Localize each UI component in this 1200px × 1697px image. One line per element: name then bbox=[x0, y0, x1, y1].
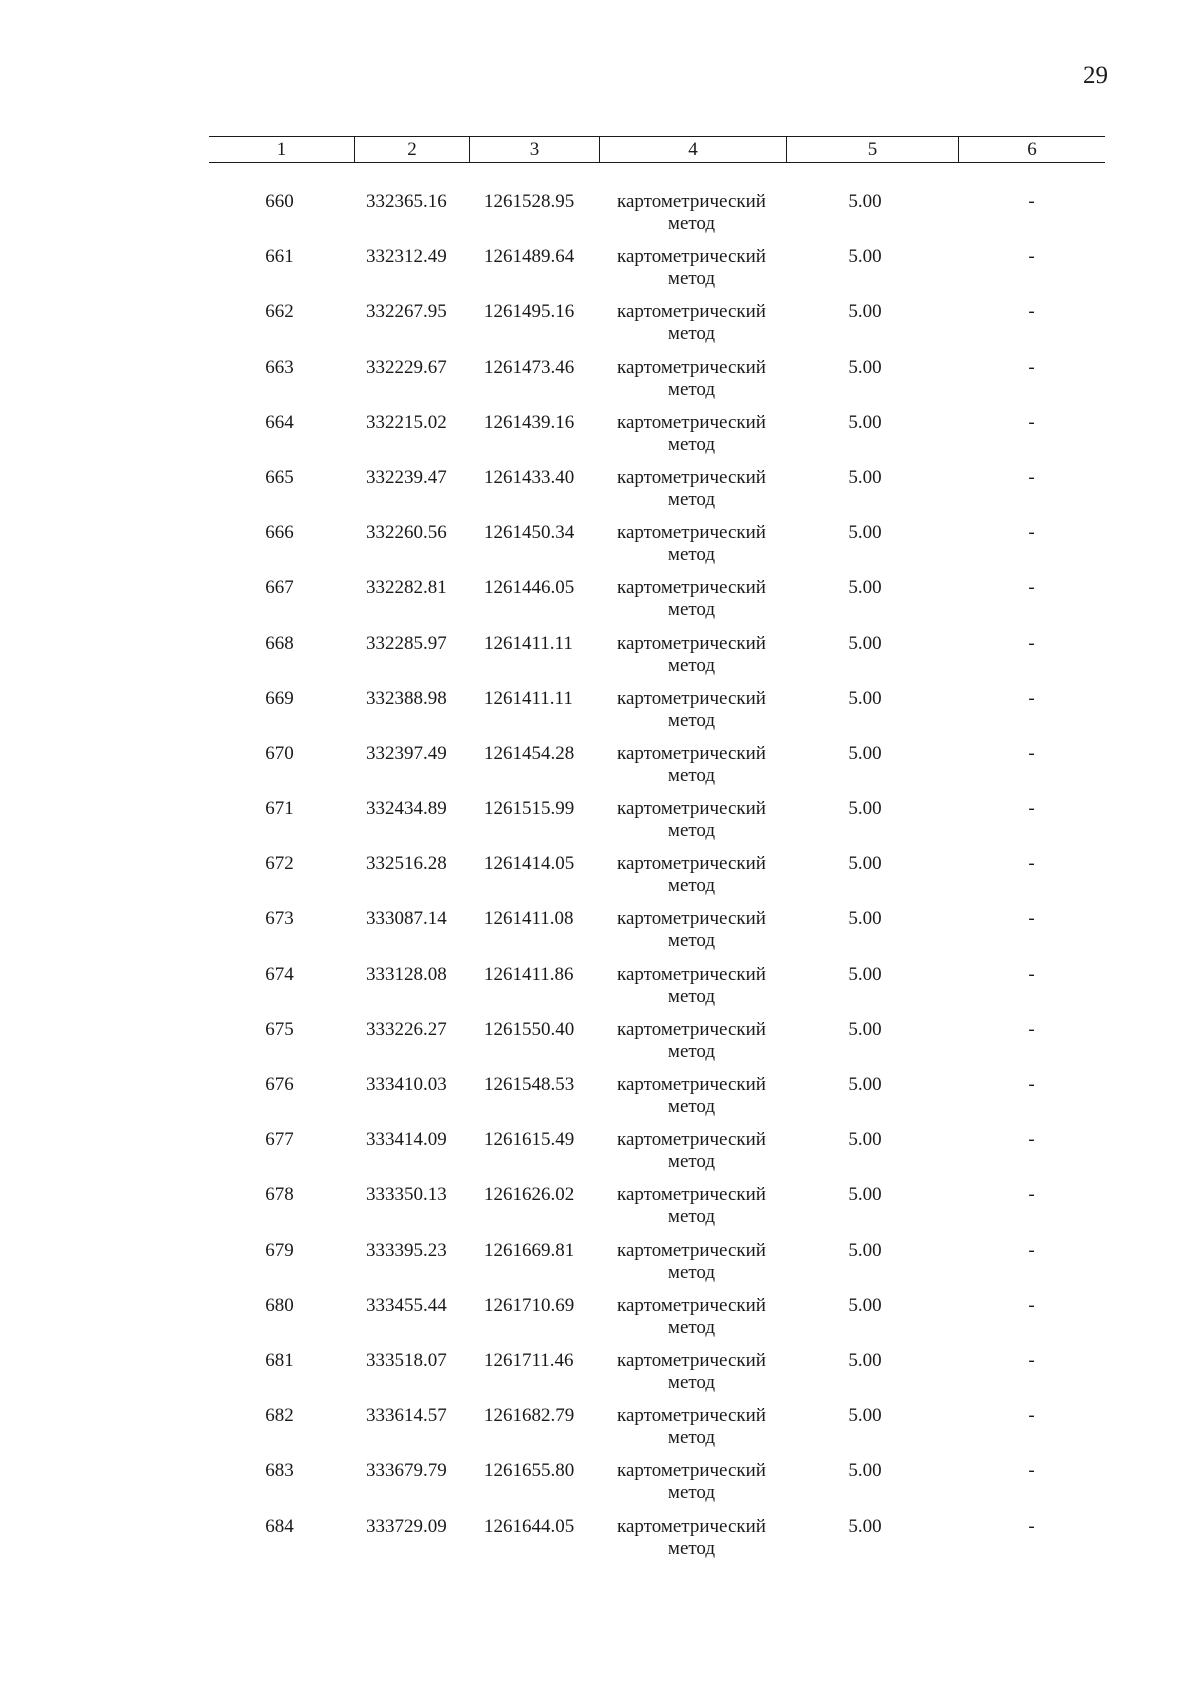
method-cell bbox=[599, 522, 786, 577]
y-coordinate-cell: 1261414.05 bbox=[484, 853, 575, 875]
method-cell bbox=[599, 1516, 786, 1571]
point-number-cell: 672 bbox=[265, 853, 294, 875]
point-number-cell: 662 bbox=[265, 301, 294, 323]
table-row bbox=[209, 1405, 1105, 1460]
method-cell bbox=[599, 853, 786, 908]
method-line-2: метод bbox=[667, 930, 716, 952]
x-coordinate-cell: 333226.27 bbox=[366, 1018, 447, 1040]
method-line-2: метод bbox=[667, 599, 716, 621]
y-coordinate-cell: 1261454.28 bbox=[484, 742, 575, 764]
method-line-2: метод bbox=[667, 875, 716, 897]
point-number-cell: 678 bbox=[265, 1184, 294, 1206]
table-row bbox=[209, 1184, 1105, 1239]
note-cell: - bbox=[1028, 1515, 1035, 1537]
note-cell: - bbox=[1028, 1018, 1035, 1040]
point-number-cell: 674 bbox=[265, 963, 294, 985]
y-coordinate-cell: 1261655.80 bbox=[484, 1460, 575, 1482]
method-cell bbox=[599, 246, 786, 301]
x-coordinate-cell: 332434.89 bbox=[366, 798, 447, 820]
method-cell bbox=[599, 1460, 786, 1515]
column-header-4: 4 bbox=[599, 137, 786, 162]
note-cell: - bbox=[1028, 1294, 1035, 1316]
method-line-2: метод bbox=[667, 764, 716, 786]
x-coordinate-cell: 333350.13 bbox=[366, 1184, 447, 1206]
table-row bbox=[209, 577, 1105, 632]
method-line-2: метод bbox=[667, 378, 716, 400]
note-cell: - bbox=[1028, 632, 1035, 654]
method-line-1: картометрический bbox=[617, 632, 766, 654]
point-number-cell: 677 bbox=[265, 1129, 294, 1151]
method-cell bbox=[599, 301, 786, 356]
method-cell bbox=[599, 1074, 786, 1129]
accuracy-cell: 5.00 bbox=[848, 798, 882, 820]
method-line-1: картометрический bbox=[617, 1129, 766, 1151]
method-cell bbox=[599, 1405, 786, 1460]
method-cell bbox=[599, 191, 786, 246]
column-header-1: 1 bbox=[276, 139, 287, 160]
x-coordinate-cell: 332516.28 bbox=[366, 853, 447, 875]
method-line-1: картометрический bbox=[617, 1460, 766, 1482]
method-line-1: картометрический bbox=[617, 411, 766, 433]
method-line-2: метод bbox=[667, 1537, 716, 1559]
method-line-1: картометрический bbox=[617, 246, 766, 268]
point-number-cell: 682 bbox=[265, 1405, 294, 1427]
point-number-cell: 679 bbox=[265, 1239, 294, 1261]
method-cell bbox=[599, 1350, 786, 1405]
accuracy-cell: 5.00 bbox=[848, 411, 882, 433]
method-cell bbox=[599, 964, 786, 1019]
y-coordinate-cell: 1261710.69 bbox=[484, 1294, 575, 1316]
table-row bbox=[209, 743, 1105, 798]
x-coordinate-cell: 333679.79 bbox=[366, 1460, 447, 1482]
point-number-cell: 666 bbox=[265, 522, 294, 544]
note-cell: - bbox=[1028, 522, 1035, 544]
x-coordinate-cell: 333614.57 bbox=[366, 1405, 447, 1427]
y-coordinate-cell: 1261550.40 bbox=[484, 1018, 575, 1040]
method-line-1: картометрический bbox=[617, 908, 766, 930]
y-coordinate-cell: 1261615.49 bbox=[484, 1129, 575, 1151]
note-cell: - bbox=[1028, 853, 1035, 875]
note-cell: - bbox=[1028, 356, 1035, 378]
method-line-1: картометрический bbox=[617, 466, 766, 488]
method-line-2: метод bbox=[667, 1206, 716, 1228]
note-cell: - bbox=[1028, 1184, 1035, 1206]
y-coordinate-cell: 1261433.40 bbox=[484, 466, 575, 488]
y-coordinate-cell: 1261515.99 bbox=[484, 798, 575, 820]
point-number-cell: 684 bbox=[265, 1515, 294, 1537]
method-line-2: метод bbox=[667, 213, 716, 234]
method-cell bbox=[599, 798, 786, 853]
method-line-1: картометрический bbox=[617, 1515, 766, 1537]
table-row bbox=[209, 964, 1105, 1019]
accuracy-cell: 5.00 bbox=[848, 301, 882, 323]
method-line-1: картометрический bbox=[617, 1074, 766, 1095]
note-cell: - bbox=[1028, 1074, 1035, 1095]
table-row bbox=[209, 853, 1105, 908]
method-line-1: картометрический bbox=[617, 742, 766, 764]
method-line-2: метод bbox=[667, 1261, 716, 1283]
x-coordinate-cell: 333395.23 bbox=[366, 1239, 447, 1261]
method-line-2: метод bbox=[667, 544, 716, 566]
method-cell bbox=[599, 577, 786, 632]
method-line-1: картометрический bbox=[617, 1184, 766, 1206]
point-number-cell: 665 bbox=[265, 466, 294, 488]
note-cell: - bbox=[1028, 1129, 1035, 1151]
method-line-2: метод bbox=[667, 1371, 716, 1393]
point-number-cell: 676 bbox=[265, 1074, 294, 1095]
method-line-1: картометрический bbox=[617, 522, 766, 544]
point-number-cell: 670 bbox=[265, 742, 294, 764]
y-coordinate-cell: 1261411.86 bbox=[484, 963, 574, 985]
method-line-1: картометрический bbox=[617, 1405, 766, 1427]
method-cell bbox=[599, 1184, 786, 1239]
point-number-cell: 675 bbox=[265, 1018, 294, 1040]
point-number-cell: 663 bbox=[265, 356, 294, 378]
method-line-1: картометрический bbox=[617, 356, 766, 378]
note-cell: - bbox=[1028, 1239, 1035, 1261]
y-coordinate-cell: 1261669.81 bbox=[484, 1239, 575, 1261]
x-coordinate-cell: 332312.49 bbox=[366, 246, 447, 268]
page-number: 29 bbox=[1083, 62, 1108, 89]
note-cell: - bbox=[1028, 687, 1035, 709]
point-number-cell: 669 bbox=[265, 687, 294, 709]
accuracy-cell: 5.00 bbox=[848, 1349, 882, 1371]
table-row bbox=[209, 467, 1105, 522]
table-row bbox=[209, 908, 1105, 963]
x-coordinate-cell: 333729.09 bbox=[366, 1515, 447, 1537]
table-row bbox=[209, 246, 1105, 301]
method-line-2: метод bbox=[667, 433, 716, 455]
note-cell: - bbox=[1028, 577, 1035, 599]
method-line-2: метод bbox=[667, 268, 716, 290]
y-coordinate-cell: 1261682.79 bbox=[484, 1405, 575, 1427]
accuracy-cell: 5.00 bbox=[848, 908, 882, 930]
point-number-cell: 660 bbox=[265, 191, 294, 212]
method-line-1: картометрический bbox=[617, 1294, 766, 1316]
note-cell: - bbox=[1028, 466, 1035, 488]
accuracy-cell: 5.00 bbox=[848, 466, 882, 488]
point-number-cell: 668 bbox=[265, 632, 294, 654]
point-number-cell: 683 bbox=[265, 1460, 294, 1482]
x-coordinate-cell: 332285.97 bbox=[366, 632, 447, 654]
note-cell: - bbox=[1028, 411, 1035, 433]
point-number-cell: 661 bbox=[265, 246, 294, 268]
method-line-2: метод bbox=[667, 820, 716, 842]
point-number-cell: 671 bbox=[265, 798, 294, 820]
x-coordinate-cell: 332215.02 bbox=[366, 411, 447, 433]
x-coordinate-cell: 332267.95 bbox=[366, 301, 447, 323]
y-coordinate-cell: 1261411.08 bbox=[484, 908, 574, 930]
method-line-2: метод bbox=[667, 1427, 716, 1449]
table-row bbox=[209, 1516, 1105, 1571]
point-number-cell: 664 bbox=[265, 411, 294, 433]
method-cell bbox=[599, 743, 786, 798]
accuracy-cell: 5.00 bbox=[848, 191, 882, 212]
table-row bbox=[209, 798, 1105, 853]
method-line-2: метод bbox=[667, 709, 716, 731]
y-coordinate-cell: 1261644.05 bbox=[484, 1515, 575, 1537]
accuracy-cell: 5.00 bbox=[848, 522, 882, 544]
method-line-1: картометрический bbox=[617, 577, 766, 599]
y-coordinate-cell: 1261473.46 bbox=[484, 356, 575, 378]
x-coordinate-cell: 332282.81 bbox=[366, 577, 447, 599]
method-cell bbox=[599, 1240, 786, 1295]
table-row bbox=[209, 1295, 1105, 1350]
method-line-1: картометрический bbox=[617, 1239, 766, 1261]
coordinates-table bbox=[209, 136, 1105, 1571]
method-line-2: метод bbox=[667, 488, 716, 510]
note-cell: - bbox=[1028, 742, 1035, 764]
x-coordinate-cell: 333414.09 bbox=[366, 1129, 447, 1151]
accuracy-cell: 5.00 bbox=[848, 742, 882, 764]
table-row bbox=[209, 1074, 1105, 1129]
accuracy-cell: 5.00 bbox=[848, 853, 882, 875]
method-cell bbox=[599, 467, 786, 522]
column-header-3: 3 bbox=[469, 137, 599, 162]
method-cell bbox=[599, 1019, 786, 1074]
method-line-2: метод bbox=[667, 1096, 716, 1117]
x-coordinate-cell: 332397.49 bbox=[366, 742, 447, 764]
method-line-1: картометрический bbox=[617, 963, 766, 985]
method-line-2: метод bbox=[667, 1482, 716, 1504]
table-row bbox=[209, 633, 1105, 688]
accuracy-cell: 5.00 bbox=[848, 1405, 882, 1427]
table-row bbox=[209, 412, 1105, 467]
y-coordinate-cell: 1261411.11 bbox=[484, 632, 573, 654]
method-cell bbox=[599, 1295, 786, 1350]
method-cell bbox=[599, 1129, 786, 1184]
accuracy-cell: 5.00 bbox=[848, 1184, 882, 1206]
note-cell: - bbox=[1028, 798, 1035, 820]
point-number-cell: 673 bbox=[265, 908, 294, 930]
method-cell bbox=[599, 908, 786, 963]
column-header-5: 5 bbox=[786, 137, 958, 162]
note-cell: - bbox=[1028, 246, 1035, 268]
accuracy-cell: 5.00 bbox=[848, 1294, 882, 1316]
method-line-2: метод bbox=[667, 1040, 716, 1062]
y-coordinate-cell: 1261711.46 bbox=[484, 1349, 574, 1371]
method-line-1: картометрический bbox=[617, 798, 766, 820]
method-line-1: картометрический bbox=[617, 301, 766, 323]
method-line-1: картометрический bbox=[617, 853, 766, 875]
x-coordinate-cell: 333087.14 bbox=[366, 908, 447, 930]
table-row bbox=[209, 688, 1105, 743]
x-coordinate-cell: 333410.03 bbox=[366, 1074, 447, 1095]
y-coordinate-cell: 1261450.34 bbox=[484, 522, 575, 544]
table-row bbox=[209, 1350, 1105, 1405]
y-coordinate-cell: 1261489.64 bbox=[484, 246, 575, 268]
table-row bbox=[209, 1129, 1105, 1184]
note-cell: - bbox=[1028, 963, 1035, 985]
note-cell: - bbox=[1028, 301, 1035, 323]
x-coordinate-cell: 332239.47 bbox=[366, 466, 447, 488]
table-row bbox=[209, 1460, 1105, 1515]
accuracy-cell: 5.00 bbox=[848, 1515, 882, 1537]
x-coordinate-cell: 332229.67 bbox=[366, 356, 447, 378]
x-coordinate-cell: 333518.07 bbox=[366, 1349, 447, 1371]
y-coordinate-cell: 1261411.11 bbox=[484, 687, 573, 709]
y-coordinate-cell: 1261495.16 bbox=[484, 301, 575, 323]
table-header bbox=[209, 136, 1105, 163]
note-cell: - bbox=[1028, 908, 1035, 930]
x-coordinate-cell: 332260.56 bbox=[366, 522, 447, 544]
method-line-2: метод bbox=[667, 1316, 716, 1338]
point-number-cell: 681 bbox=[265, 1349, 294, 1371]
y-coordinate-cell: 1261439.16 bbox=[484, 411, 575, 433]
column-header-6: 6 bbox=[958, 137, 1105, 162]
method-line-1: картометрический bbox=[617, 1018, 766, 1040]
accuracy-cell: 5.00 bbox=[848, 1074, 882, 1095]
point-number-cell: 667 bbox=[265, 577, 294, 599]
accuracy-cell: 5.00 bbox=[848, 246, 882, 268]
method-line-2: метод bbox=[667, 654, 716, 676]
method-line-2: метод bbox=[667, 1151, 716, 1173]
accuracy-cell: 5.00 bbox=[848, 632, 882, 654]
note-cell: - bbox=[1028, 1349, 1035, 1371]
y-coordinate-cell: 1261446.05 bbox=[484, 577, 575, 599]
table-row bbox=[209, 1019, 1105, 1074]
table-row bbox=[209, 301, 1105, 356]
y-coordinate-cell: 1261548.53 bbox=[484, 1074, 575, 1095]
accuracy-cell: 5.00 bbox=[848, 1018, 882, 1040]
method-line-2: метод bbox=[667, 985, 716, 1007]
y-coordinate-cell: 1261528.95 bbox=[484, 191, 575, 212]
column-header-2: 2 bbox=[354, 137, 469, 162]
method-line-1: картометрический bbox=[617, 687, 766, 709]
accuracy-cell: 5.00 bbox=[848, 577, 882, 599]
method-cell bbox=[599, 357, 786, 412]
method-cell bbox=[599, 688, 786, 743]
point-number-cell: 680 bbox=[265, 1294, 294, 1316]
method-line-1: картометрический bbox=[617, 191, 766, 212]
table-row bbox=[209, 191, 1105, 246]
note-cell: - bbox=[1028, 1405, 1035, 1427]
table-row bbox=[209, 1240, 1105, 1295]
x-coordinate-cell: 332388.98 bbox=[366, 687, 447, 709]
table-body bbox=[209, 191, 1105, 1571]
method-line-2: метод bbox=[667, 323, 716, 345]
x-coordinate-cell: 333455.44 bbox=[366, 1294, 447, 1316]
accuracy-cell: 5.00 bbox=[848, 1129, 882, 1151]
method-line-1: картометрический bbox=[617, 1349, 766, 1371]
note-cell: - bbox=[1028, 1460, 1035, 1482]
x-coordinate-cell: 333128.08 bbox=[366, 963, 447, 985]
y-coordinate-cell: 1261626.02 bbox=[484, 1184, 575, 1206]
accuracy-cell: 5.00 bbox=[848, 963, 882, 985]
method-cell bbox=[599, 633, 786, 688]
accuracy-cell: 5.00 bbox=[848, 687, 882, 709]
table-row bbox=[209, 522, 1105, 577]
x-coordinate-cell: 332365.16 bbox=[366, 191, 447, 212]
accuracy-cell: 5.00 bbox=[848, 1239, 882, 1261]
table-row bbox=[209, 357, 1105, 412]
accuracy-cell: 5.00 bbox=[848, 356, 882, 378]
accuracy-cell: 5.00 bbox=[848, 1460, 882, 1482]
method-cell bbox=[599, 412, 786, 467]
note-cell: - bbox=[1028, 191, 1035, 212]
